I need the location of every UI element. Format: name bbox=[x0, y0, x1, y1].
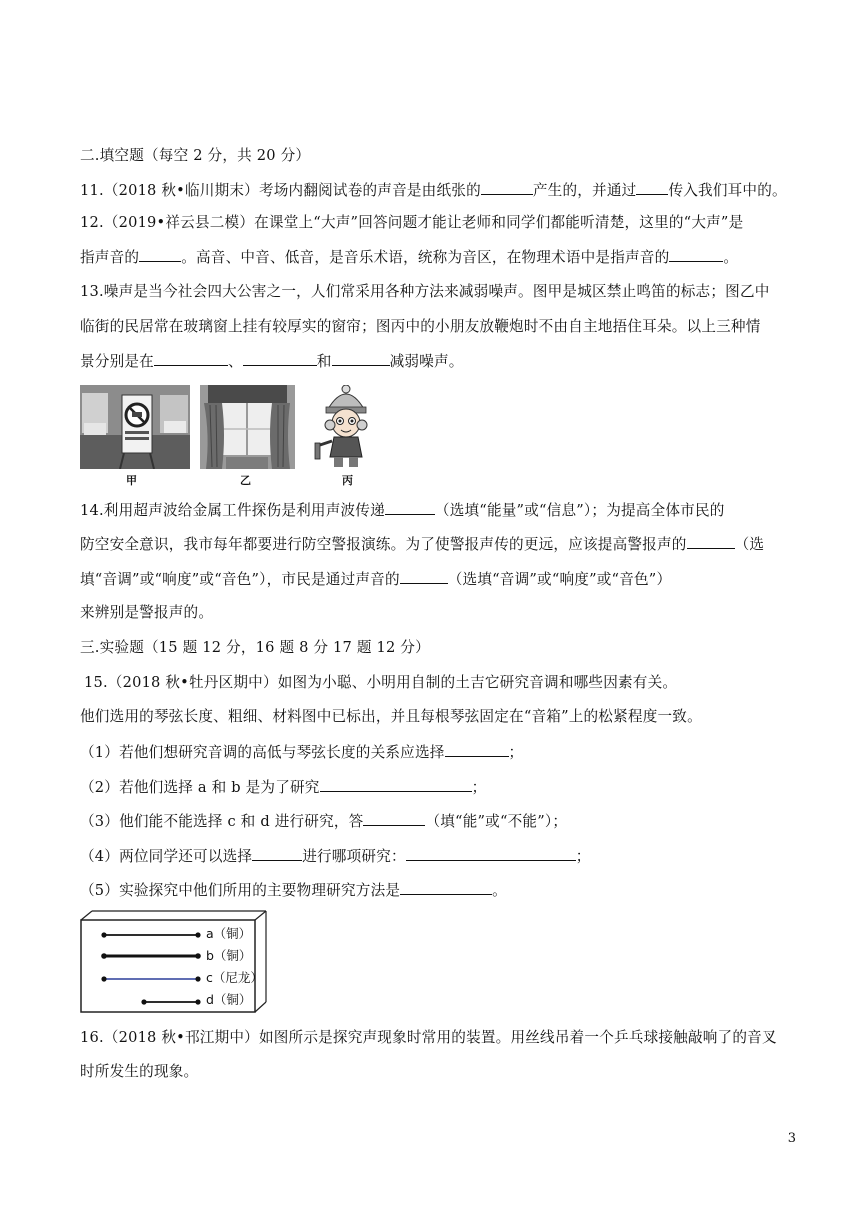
q15-p3-text-a: （3）他们能不能选择 c 和 d 进行研究，答 bbox=[80, 813, 364, 830]
question-12-line-1: 12.（2019•祥云县二模）在课堂上“大声”回答问题才能让老师和同学们都能听清楚，这里的“大声”是 bbox=[80, 214, 744, 231]
q14-text-a: 14.利用超声波给金属工件探伤是利用声波传递 bbox=[80, 502, 385, 519]
q14-blank-2[interactable] bbox=[687, 534, 735, 549]
q13-text-a: 景分别是在 bbox=[80, 353, 154, 370]
q14-text-f: （选填“音调”或“响度”或“音色”） bbox=[447, 571, 672, 588]
question-16-line-2: 时所发生的现象。 bbox=[80, 1063, 199, 1080]
q12-blank-1[interactable] bbox=[139, 247, 181, 262]
q11-text-a: 11.（2018 秋•临川期末）考场内翻阅试卷的声音是由纸张的 bbox=[80, 182, 481, 199]
q13-text-c: 和 bbox=[316, 353, 332, 370]
figure-bing-child-covering-ears bbox=[314, 385, 378, 469]
q13-blank-3[interactable] bbox=[332, 351, 390, 366]
q14-text-e: 填“音调”或“响度”或“音色”），市民是通过声音的 bbox=[80, 571, 400, 588]
question-13-line-3 bbox=[80, 351, 800, 372]
caption-jia: 甲 bbox=[126, 474, 137, 487]
q13-blank-2[interactable] bbox=[243, 351, 317, 366]
q15-p3-text-b: （填“能”或“不能”）； bbox=[425, 813, 568, 830]
wire-label-c: c（尼龙） bbox=[206, 970, 263, 985]
q11-text-c: 传入我们耳中的。 bbox=[668, 182, 787, 199]
question-15-intro-2: 他们选用的琴弦长度、粗细、材料图中已标出，并且每根琴弦固定在“音箱”上的松紧程度一致。 bbox=[80, 708, 702, 725]
q15-p2-text-a: （2）若他们选择 a 和 b 是为了研究 bbox=[80, 779, 320, 796]
q12-text-a: 指声音的 bbox=[80, 249, 140, 266]
q15-blank-1[interactable] bbox=[445, 742, 509, 757]
q15-p4-text-b: 进行哪项研究： bbox=[302, 848, 406, 865]
wire-label-a: a（铜） bbox=[206, 926, 252, 941]
q14-text-d: （选 bbox=[734, 536, 765, 553]
q15-blank-2[interactable] bbox=[320, 777, 472, 792]
q15-p5-text-b: 。 bbox=[492, 882, 507, 899]
question-13-line-2: 临街的民居常在玻璃窗上挂有较厚实的窗帘；图丙中的小朋友放鞭炮时不由自主地捂住耳朵。以上三种情 bbox=[80, 318, 761, 335]
question-15-part-2 bbox=[80, 777, 800, 798]
question-12-line-2 bbox=[80, 247, 800, 268]
page-number: 3 bbox=[787, 1131, 796, 1146]
caption-yi: 乙 bbox=[240, 474, 251, 487]
q15-p1-text-a: （1）若他们想研究音调的高低与琴弦长度的关系应选择 bbox=[80, 744, 445, 761]
q15-p1-text-b: ； bbox=[508, 744, 524, 761]
question-11 bbox=[80, 180, 800, 201]
q13-text-d: 减弱噪声。 bbox=[389, 353, 464, 370]
wire-label-b: b（铜） bbox=[206, 948, 252, 963]
question-16-line-1: 16.（2018 秋•邗江期中）如图所示是探究声现象时常用的装置。用丝线吊着一个乒乓球接触敲响了的音叉 bbox=[80, 1029, 777, 1046]
q11-text-b: 产生的，并通过 bbox=[532, 182, 637, 199]
q15-blank-3[interactable] bbox=[363, 811, 425, 826]
question-15-part-5 bbox=[80, 880, 800, 901]
q15-p5-text-a: （5）实验探究中他们所用的主要物理研究方法是 bbox=[80, 882, 401, 899]
q15-blank-4b[interactable] bbox=[406, 846, 576, 861]
question-15-part-3 bbox=[80, 811, 800, 832]
q15-blank-4a[interactable] bbox=[252, 846, 302, 861]
q15-p4-text-c: ； bbox=[575, 848, 591, 865]
question-14-line-1 bbox=[80, 500, 800, 521]
q13-text-b: 、 bbox=[227, 353, 243, 370]
q14-blank-3[interactable] bbox=[400, 569, 448, 584]
wire-label-d: d（铜） bbox=[206, 992, 252, 1007]
q14-text-b: （选填“能量”或“信息”）；为提高全体市民的 bbox=[434, 502, 725, 519]
figure-yi-curtain bbox=[200, 385, 295, 469]
q15-p2-text-b: ； bbox=[471, 779, 487, 796]
question-14-line-4: 来辨别是警报声的。 bbox=[80, 604, 214, 621]
question-13-line-1: 13.噪声是当今社会四大公害之一，人们常采用各种方法来减弱噪声。图甲是城区禁止鸣笛的标志；图乙中 bbox=[80, 283, 770, 300]
q12-text-c: 。 bbox=[723, 249, 739, 266]
figure-guitar-strings bbox=[80, 910, 270, 1014]
q14-text-c: 防空安全意识，我市每年都要进行防空警报演练。为了使警报声传的更远，应该提高警报声的 bbox=[80, 536, 687, 553]
q15-p4-text-a: （4）两位同学还可以选择 bbox=[80, 848, 253, 865]
q11-blank-2[interactable] bbox=[636, 180, 668, 195]
question-15-part-4 bbox=[80, 846, 800, 867]
q12-blank-2[interactable] bbox=[669, 247, 723, 262]
figure-jia-no-honking-sign bbox=[80, 385, 190, 469]
section-2-heading: 二.填空题（每空 2 分，共 20 分） bbox=[80, 147, 311, 164]
q11-blank-1[interactable] bbox=[481, 180, 533, 195]
section-3-heading: 三.实验题（15 题 12 分，16 题 8 分 17 题 12 分） bbox=[80, 639, 430, 656]
q14-blank-1[interactable] bbox=[385, 500, 435, 515]
question-15-part-1 bbox=[80, 742, 800, 763]
question-15-intro-1: 15.（2018 秋•牡丹区期中）如图为小聪、小明用自制的土吉它研究音调和哪些因素有关。 bbox=[84, 674, 678, 691]
question-14-line-3 bbox=[80, 569, 800, 590]
q12-text-b: 。高音、中音、低音，是音乐术语，统称为音区，在物理术语中是指声音的 bbox=[181, 249, 670, 266]
q13-blank-1[interactable] bbox=[154, 351, 228, 366]
q15-blank-5[interactable] bbox=[400, 880, 492, 895]
caption-bing: 丙 bbox=[342, 474, 353, 487]
question-14-line-2 bbox=[80, 534, 800, 555]
